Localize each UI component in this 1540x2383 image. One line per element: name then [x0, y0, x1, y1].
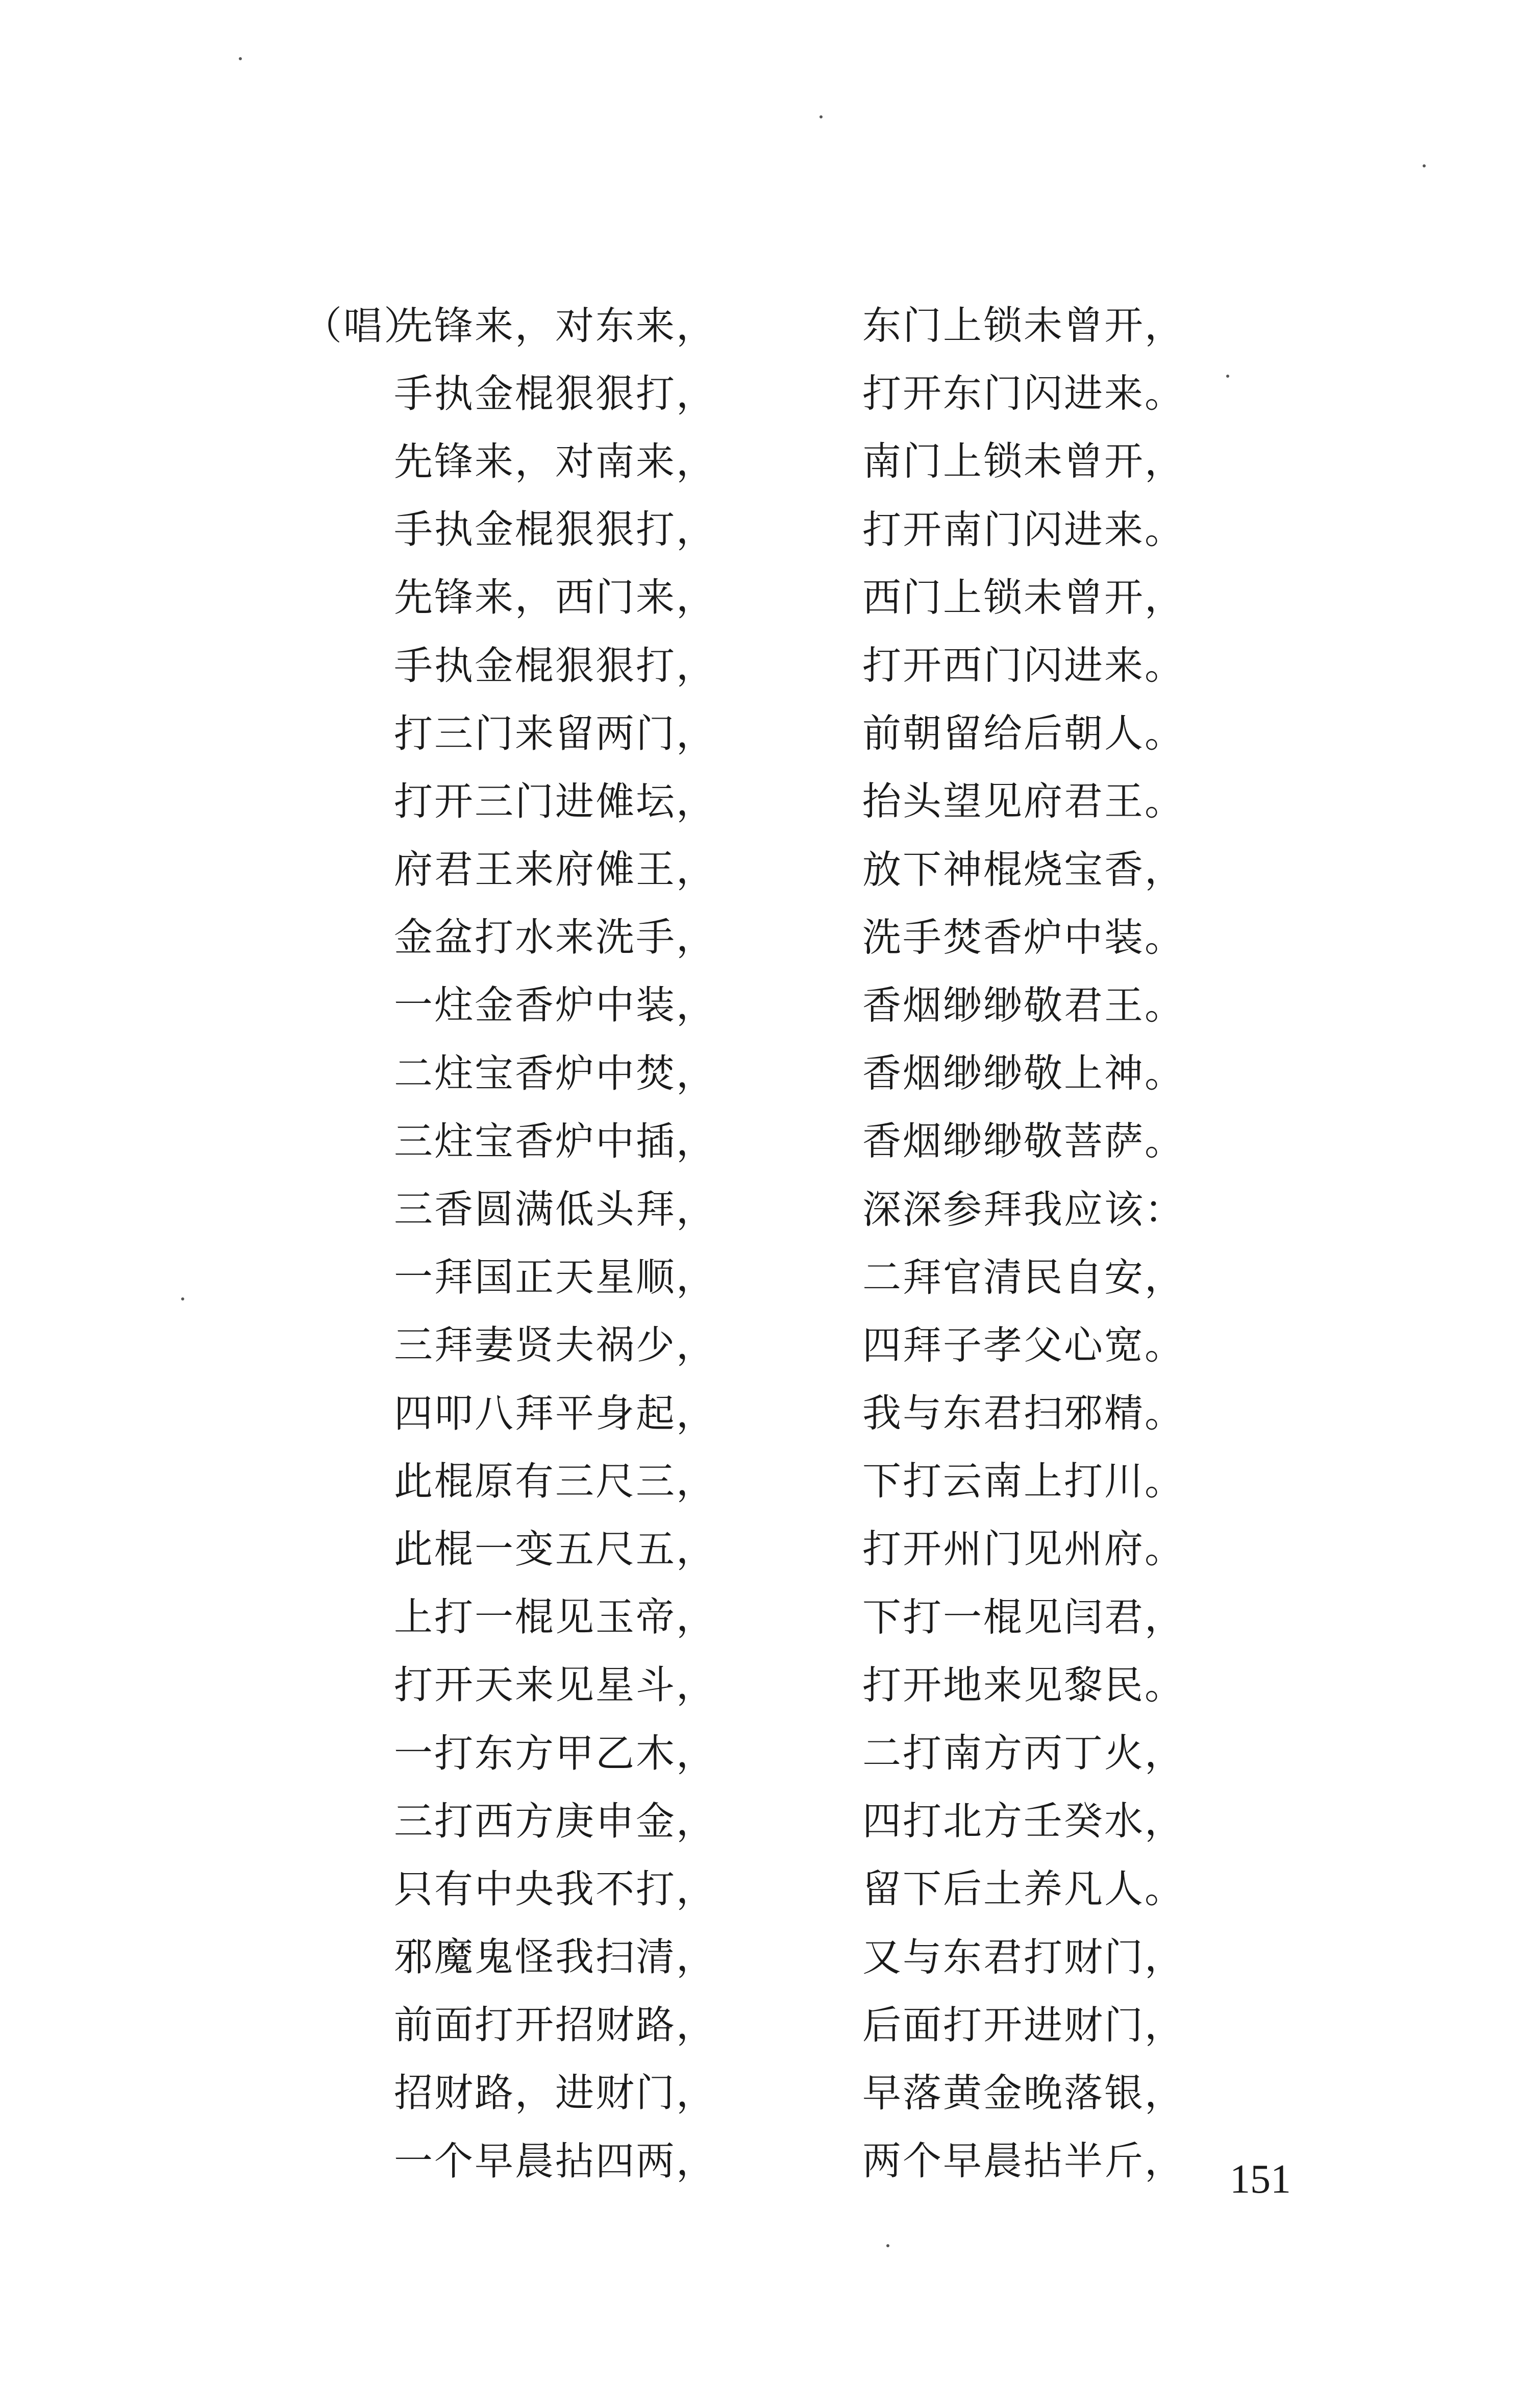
lyric-right-text: 四拜子孝父心宽。 — [862, 1322, 1185, 1368]
lyric-line — [286, 1784, 1255, 1852]
lyric-line — [286, 696, 1255, 764]
lyric-left-text: 一炷金香炉中装， — [394, 982, 716, 1028]
lyric-line — [286, 2124, 1255, 2192]
lyric-line — [286, 493, 1255, 560]
speaker-marker: （唱） — [303, 303, 424, 349]
lyric-line — [286, 288, 1255, 356]
lyric-right-text: 二拜官清民自安， — [862, 1254, 1185, 1300]
lyric-right-text: 打开西门闪进来。 — [862, 643, 1185, 689]
lyric-line — [286, 628, 1255, 696]
lyric-line — [286, 356, 1255, 424]
lyric-line — [286, 1580, 1255, 1648]
lyric-left-text: 只有中央我不打， — [394, 1866, 716, 1912]
lyric-right-text: 洗手焚香炉中装。 — [862, 914, 1185, 960]
lyric-left-text: 先锋来，对南来， — [394, 438, 716, 484]
lyric-line — [286, 1512, 1255, 1580]
lyric-right-text: 放下神棍烧宝香， — [862, 846, 1185, 892]
lyric-left-text: 四叩八拜平身起， — [394, 1390, 716, 1436]
lyric-line — [286, 1104, 1255, 1172]
lyric-line — [286, 1036, 1255, 1104]
lyric-right-text: 我与东君扫邪精。 — [862, 1390, 1185, 1436]
lyric-line — [286, 424, 1255, 492]
lyric-line — [286, 968, 1255, 1036]
lyric-line — [286, 1444, 1255, 1512]
lyric-right-text: 南门上锁未曾开， — [862, 438, 1185, 484]
lyric-left-text: 三香圆满低头拜， — [394, 1186, 716, 1232]
lyric-left-text: 此棍原有三尺三， — [394, 1458, 716, 1504]
lyric-right-text: 深深参拜我应该： — [862, 1186, 1185, 1232]
lyric-left-text: 上打一棍见玉帝， — [394, 1594, 716, 1640]
lyric-left-text: 三打西方庚申金， — [394, 1798, 716, 1844]
lyric-line — [286, 1648, 1255, 1716]
lyric-left-text: 打开三门进傩坛， — [394, 778, 716, 824]
lyric-left-text: 三拜妻贤夫祸少， — [394, 1322, 716, 1368]
lyric-line — [286, 560, 1255, 628]
lyric-right-text: 早落黄金晚落银， — [862, 2070, 1185, 2116]
lyric-line — [286, 1240, 1255, 1308]
lyric-right-text: 东门上锁未曾开， — [862, 303, 1185, 349]
scan-speck — [1226, 375, 1229, 378]
lyric-right-text: 留下后土养凡人。 — [862, 1866, 1185, 1912]
scan-speck — [181, 1297, 184, 1300]
lyric-left-text: 手执金棍狠狠打， — [394, 506, 716, 552]
lyric-right-text: 四打北方壬癸水， — [862, 1798, 1185, 1844]
scan-speck — [1423, 164, 1426, 167]
lyric-right-text: 下打云南上打川。 — [862, 1458, 1185, 1504]
lyric-right-text: 前朝留给后朝人。 — [862, 710, 1185, 756]
lyric-right-text: 下打一棍见闫君， — [862, 1594, 1185, 1640]
lyric-left-text: 二炷宝香炉中焚， — [394, 1050, 716, 1096]
lyric-line — [286, 764, 1255, 832]
lyric-right-text: 两个早晨拈半斤， — [862, 2138, 1185, 2184]
lyric-left-text: 先锋来，对东来， — [394, 303, 716, 349]
lyric-left-text: 邪魔鬼怪我扫清， — [394, 1934, 716, 1980]
lyric-right-text: 香烟缈缈敬上神。 — [862, 1050, 1185, 1096]
lyric-left-text: 先锋来，西门来， — [394, 574, 716, 620]
lyric-line — [286, 1988, 1255, 2056]
lyric-left-text: 打开天来见星斗， — [394, 1662, 716, 1708]
lyric-right-text: 香烟缈缈敬君王。 — [862, 982, 1185, 1028]
lyric-line — [286, 1376, 1255, 1444]
lyric-right-text: 又与东君打财门， — [862, 1934, 1185, 1980]
lyric-right-text: 二打南方丙丁火， — [862, 1730, 1185, 1776]
lyric-left-text: 招财路，进财门， — [394, 2070, 716, 2116]
lyric-line — [286, 832, 1255, 900]
lyric-right-text: 抬头望见府君王。 — [862, 778, 1185, 824]
lyrics-block — [286, 288, 1255, 2192]
lyric-left-text: 一拜国正天星顺， — [394, 1254, 716, 1300]
lyric-right-text: 西门上锁未曾开， — [862, 574, 1185, 620]
lyric-left-text: 手执金棍狠狠打， — [394, 643, 716, 689]
lyric-left-text: 金盆打水来洗手， — [394, 914, 716, 960]
lyric-left-text: 此棍一变五尺五， — [394, 1526, 716, 1572]
lyric-right-text: 打开州门见州府。 — [862, 1526, 1185, 1572]
lyric-left-text: 府君王来府傩王， — [394, 846, 716, 892]
lyric-left-text: 一打东方甲乙木， — [394, 1730, 716, 1776]
lyric-line — [286, 1920, 1255, 1988]
scan-speck — [886, 2244, 889, 2247]
page-number: 151 — [1230, 2157, 1291, 2202]
lyric-left-text: 手执金棍狠狠打， — [394, 371, 716, 416]
lyric-right-text: 打开地来见黎民。 — [862, 1662, 1185, 1708]
lyric-right-text: 打开南门闪进来。 — [862, 506, 1185, 552]
lyric-left-text: 打三门来留两门， — [394, 710, 716, 756]
lyric-left-text: 前面打开招财路， — [394, 2002, 716, 2048]
lyric-left-text: 一个早晨拈四两， — [394, 2138, 716, 2184]
lyric-left-text: 三炷宝香炉中插， — [394, 1118, 716, 1164]
lyric-right-text: 香烟缈缈敬菩萨。 — [862, 1118, 1185, 1164]
lyric-line — [286, 1852, 1255, 1920]
lyric-line — [286, 1308, 1255, 1376]
lyric-line — [286, 2056, 1255, 2124]
lyric-line — [286, 1172, 1255, 1240]
lyric-line — [286, 1716, 1255, 1784]
lyric-line — [286, 900, 1255, 968]
scan-speck — [239, 57, 242, 60]
scan-speck — [819, 115, 823, 118]
lyric-right-text: 后面打开进财门， — [862, 2002, 1185, 2048]
lyric-right-text: 打开东门闪进来。 — [862, 371, 1185, 416]
